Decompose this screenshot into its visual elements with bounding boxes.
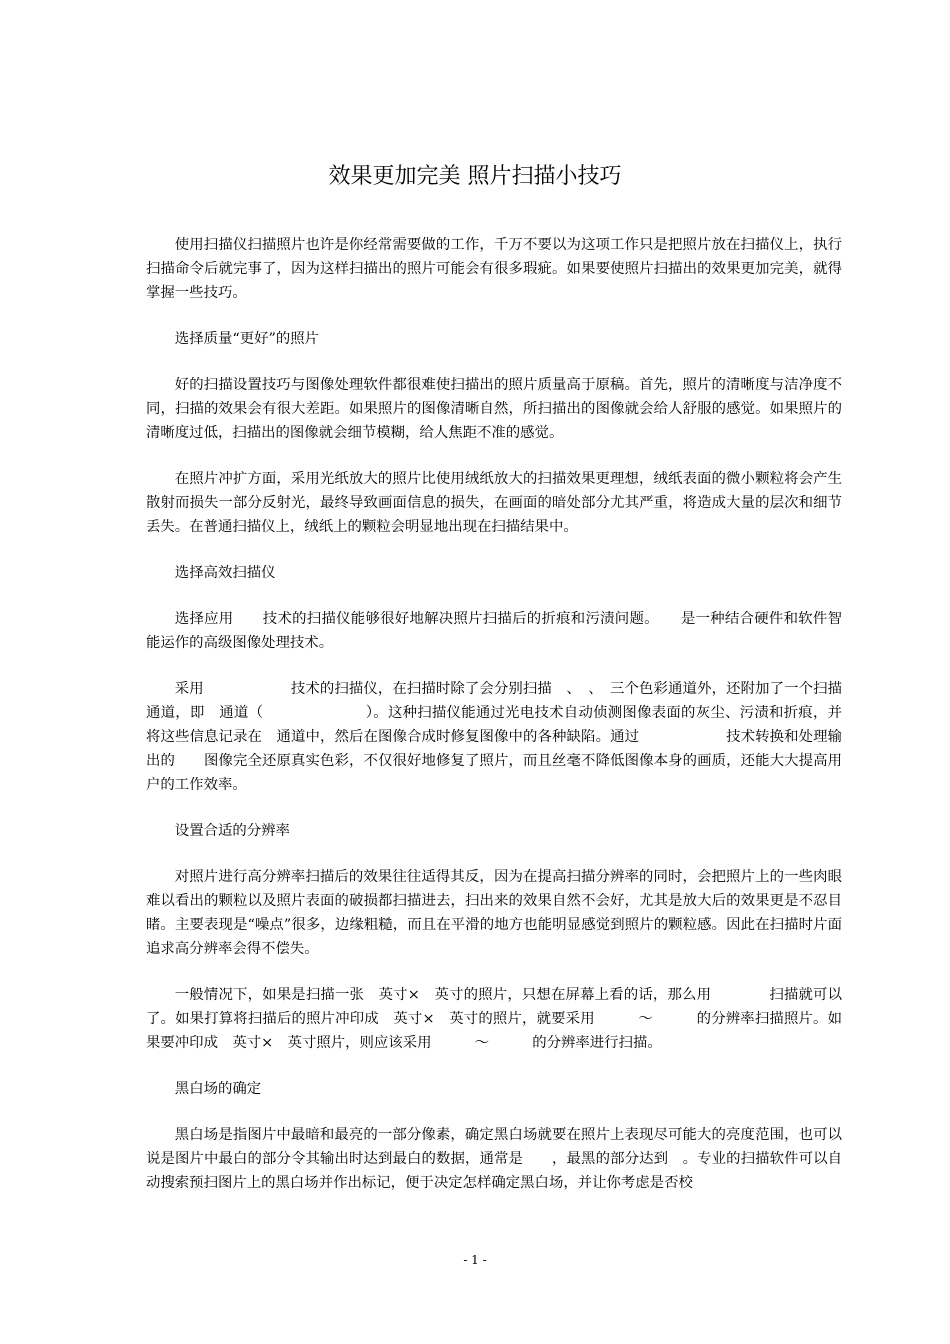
section-heading-black-white-point: 黑白场的确定: [174, 1081, 262, 1097]
paragraph-photo-paper: 在照片冲扩方面，采用光纸放大的照片比使用绒纸放大的扫描效果更理想，绒纸表面的微小颗粒将会产生散射而损失一部分反射光，最终导致画面信息的损失，在画面的暗处部分尤其严重，将造成大量的层次和细节丢失。在普通扫描仪上，绒纸上的颗粒会明显地出现在扫描结果中。: [146, 471, 842, 535]
document-title: 效果更加完美 照片扫描小技巧: [328, 164, 622, 189]
section-heading-scanner: 选择高效扫描仪: [174, 565, 276, 581]
section-heading-photo-quality: 选择质量“更好”的照片: [174, 331, 320, 347]
paragraph-resolution-guide: 一般情况下，如果是扫描一张 英寸× 英寸的照片，只想在屏幕上看的话，那么用 扫描就可以了。如果打算将扫描后的照片冲印成 英寸× 英寸的照片，就要采用 ～ 的分辨率扫描照片。如果要冲印成 英寸× 英寸照片，则应该采用 ～ 的分辨率进行扫描。: [146, 987, 842, 1051]
paragraph-intro: 使用扫描仪扫描照片也许是你经常需要做的工作，千万不要以为这项工作只是把照片放在扫描仪上，执行扫描命令后就完事了，因为这样扫描出的照片可能会有很多瑕疵。如果要使照片扫描出的效果更加完美，就得掌握一些技巧。: [146, 237, 842, 301]
document-body: [146, 233, 842, 1217]
paragraph-photo-quality: 好的扫描设置技巧与图像处理软件都很难使扫描出的照片质量高于原稿。首先，照片的清晰度与洁净度不同，扫描的效果会有很大差距。如果照片的图像清晰自然，所扫描出的图像就会给人舒服的感觉。如果照片的清晰度过低，扫描出的图像就会细节模糊，给人焦距不准的感觉。: [146, 377, 842, 441]
section-heading-resolution: 设置合适的分辨率: [174, 823, 290, 839]
page-number: - 1 -: [463, 1253, 487, 1267]
paragraph-scanner-channel: 采用 技术的扫描仪，在扫描时除了会分别扫描 、 、 三个色彩通道外，还附加了一个扫描通道，即 通道（ ）。这种扫描仪能通过光电技术自动侦测图像表面的灰尘、污渍和折痕，并将这些信息记录在 通道中，然后在图像合成时修复图像中的各种缺陷。通过 技术转换和处理输出的 图像完全还原真实色彩，不仅很好地修复了照片，而且丝毫不降低图像本身的画质，还能大大提高用户的工作效率。: [146, 681, 842, 793]
paragraph-black-white-point: 黑白场是指图片中最暗和最亮的一部分像素，确定黑白场就要在照片上表现尽可能大的亮度范围，也可以说是图片中最白的部分令其输出时达到最白的数据，通常是 ，最黑的部分达到 。专业的扫描软件可以自动搜索预扫图片上的黑白场并作出标记，便于决定怎样确定黑白场，并让你考虑是否校: [146, 1127, 842, 1191]
paragraph-resolution-effect: 对照片进行高分辨率扫描后的效果往往适得其反，因为在提高扫描分辨率的同时，会把照片上的一些肉眼难以看出的颗粒以及照片表面的破损都扫描进去，扫出来的效果自然不会好，尤其是放大后的效果更是不忍目睹。主要表现是“噪点”很多，边缘粗糙，而且在平滑的地方也能明显感觉到照片的颗粒感。因此在扫描时片面追求高分辨率会得不偿失。: [146, 869, 842, 957]
paragraph-scanner-tech: 选择应用 技术的扫描仪能够很好地解决照片扫描后的折痕和污渍问题。 是一种结合硬件和软件智能运作的高级图像处理技术。: [146, 611, 842, 651]
